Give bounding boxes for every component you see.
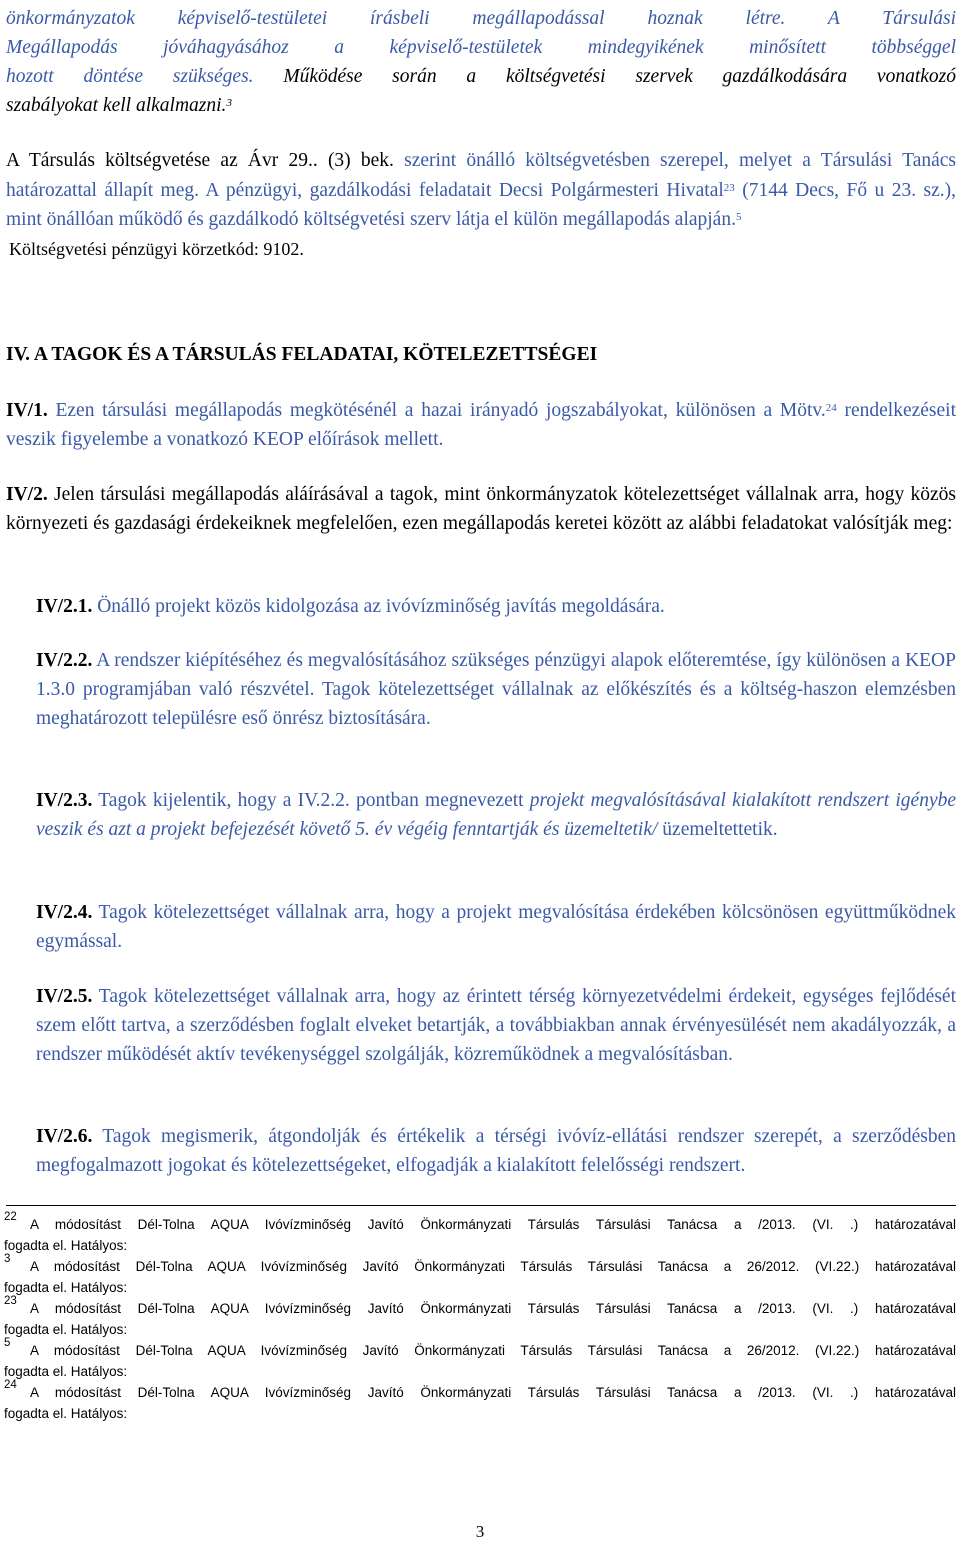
budget-part-2: szerint önálló költségvetésben szerepel, melyet a Társulási Tanács határozattal állapít meg. bbox=[6, 150, 957, 201]
item-label: IV/2.2. bbox=[36, 650, 93, 671]
item-iv2-1 bbox=[6, 592, 956, 621]
item-label: IV/2.1. bbox=[36, 596, 93, 617]
footnote-ref: 3 bbox=[226, 97, 232, 109]
intro-line-3b: Működése során a költségvetési szervek gazdálkodására vonatkozó bbox=[283, 66, 956, 87]
intro-paragraph bbox=[6, 4, 956, 120]
intro-line-3a: hozott döntése szükséges. bbox=[6, 66, 254, 87]
footnote-number: 22 bbox=[4, 1211, 17, 1223]
footnote-item bbox=[4, 1211, 956, 1256]
footnote-ref: 5 bbox=[735, 211, 742, 223]
intro-line-2: Megállapodás jóváhagyásához a képviselő-testületek mindegyikének minősített többséggel bbox=[6, 37, 956, 58]
budget-part-4: (7144 Decs, Fő u 23. sz.), bbox=[742, 179, 956, 201]
footnote-line-1: A módosítást Dél-Tolna AQUA Ivóvízminőség Javító Önkormányzati Társulás Társulási Tanácsa a 26/2012. (VI.22.) határozatával bbox=[30, 1343, 956, 1358]
iv1-text-blue: Ezen társulási megállapodás megkötésénél a hazai irányadó jogszabályokat, különösen a Mötv. bbox=[55, 400, 826, 421]
item-iv2-5 bbox=[6, 982, 956, 1069]
item-label: IV/2.4. bbox=[36, 902, 93, 923]
intro-line-4 bbox=[6, 91, 956, 120]
item-label: IV/2.3. bbox=[36, 790, 93, 811]
item-text-c: üzemeltettetik. bbox=[662, 819, 778, 840]
district-code: Költségvetési pénzügyi körzetkód: 9102. bbox=[9, 238, 304, 259]
footnote-line-1: A módosítást Dél-Tolna AQUA Ivóvízminőség Javító Önkormányzati Társulás Társulási Tanácsa a 26/2012. (VI.22.) határozatával bbox=[30, 1259, 956, 1274]
budget-part-5: mint önállóan működő és gazdálkodó költségvetési szerv látja el külön megállapodás alapján. bbox=[6, 209, 736, 230]
budget-part-1: A Társulás költségvetése az Ávr 29.. (3) bek. bbox=[6, 150, 394, 171]
item-text: Önálló projekt közös kidolgozása az ivóvízminőség javítás megoldására. bbox=[97, 596, 665, 617]
item-text: Tagok megismerik, átgondolják és értékelik a térségi ivóvíz-ellátási rendszer szerepét, a szerződésben megfogalmazott jogokat és kötelezettségeket, elfogadják a kialakított felelősségi rendszert. bbox=[36, 1126, 956, 1176]
footnote-item bbox=[4, 1253, 956, 1298]
iv1-text-rest: rendelkezéseit veszik figyelembe a vonatkozó KEOP előírások mellett. bbox=[6, 400, 957, 450]
intro-line-3 bbox=[6, 62, 956, 91]
iv2-label: IV/2. bbox=[6, 484, 48, 505]
item-iv2-4 bbox=[6, 898, 956, 956]
intro-line-4-text: szabályokat kell alkalmazni. bbox=[6, 95, 227, 116]
footnote-line-2: fogadta el. Hatályos: bbox=[4, 1238, 128, 1253]
footnote-line-2: fogadta el. Hatályos: bbox=[4, 1406, 128, 1421]
footnote-line-1: A módosítást Dél-Tolna AQUA Ivóvízminőség Javító Önkormányzati Társulás Társulási Tanácsa a /2013. (VI. .) határozatával bbox=[30, 1385, 956, 1400]
footnote-separator bbox=[6, 1205, 956, 1206]
page-number: 3 bbox=[475, 1522, 485, 1541]
footnote-item bbox=[4, 1295, 956, 1340]
item-iv2-3 bbox=[6, 786, 956, 844]
item-label: IV/2.6. bbox=[36, 1126, 93, 1147]
item-text-b: projekt megvalósításával kialakított rendszert igénybe veszik és azt a projekt befejezését követő 5. év végéig fenntartják és üzemeltetik/ bbox=[36, 790, 957, 840]
item-text: Tagok kötelezettséget vállalnak arra, hogy a projekt megvalósítása érdekében kölcsönösen együttműködnek egymással. bbox=[36, 902, 956, 952]
section-heading: IV. A TAGOK ÉS A TÁRSULÁS FELADATAI, KÖTELEZETTSÉGEI bbox=[6, 344, 598, 365]
item-label: IV/2.5. bbox=[36, 986, 93, 1007]
footnote-ref: 23 bbox=[723, 181, 735, 194]
item-text: Tagok kötelezettséget vállalnak arra, hogy az érintett térség környezetvédelmi érdekeit, egységes fejlődését szem előtt tartva, a szerződésben foglalt elveket betartják, a továbbiakban annak érvényesülését nem akadályozzák, a rendszer működését aktív tevékenységgel szolgálják, közreműködnek a megvalósításban. bbox=[36, 986, 956, 1065]
iv1-label: IV/1. bbox=[6, 400, 48, 421]
budget-paragraph bbox=[6, 146, 956, 264]
footnote-item bbox=[4, 1379, 956, 1424]
item-text: A rendszer kiépítéséhez és megvalósításához szükséges pénzügyi alapok előteremtése, így különösen a KEOP 1.3.0 programjában való részvétel. Tagok kötelezettséget vállalnak az előkészítés és a költség-haszon elemzésben meghatározott településre eső önrész biztosítására. bbox=[36, 650, 956, 729]
item-iv2-2 bbox=[6, 646, 956, 733]
iv2-text: Jelen társulási megállapodás aláírásával a tagok, mint önkormányzatok kötelezettséget vállalnak arra, hogy közös környezeti és gazdasági érdekeiknek megfelelően, ezen megállapodás keretei között az alábbi feladatokat valósítják meg: bbox=[6, 484, 957, 534]
budget-part-3: A pénzügyi, gazdálkodási feladatait Decsi Polgármesteri Hivatal bbox=[205, 179, 724, 201]
footnote-number: 23 bbox=[4, 1295, 17, 1307]
footnote-line-2: fogadta el. Hatályos: bbox=[4, 1322, 128, 1337]
footnote-number: 3 bbox=[4, 1253, 11, 1265]
footnote-line-1: A módosítást Dél-Tolna AQUA Ivóvízminőség Javító Önkormányzati Társulás Társulási Tanácsa a /2013. (VI. .) határozatával bbox=[30, 1217, 956, 1232]
footnote-ref: 24 bbox=[825, 402, 837, 414]
footnote-line-2: fogadta el. Hatályos: bbox=[4, 1364, 128, 1379]
footnote-number: 5 bbox=[4, 1337, 11, 1349]
footnote-number: 24 bbox=[4, 1379, 17, 1391]
footnote-item bbox=[4, 1337, 956, 1382]
footnotes bbox=[4, 1211, 956, 1424]
item-text-a: Tagok kijelentik, hogy a IV.2.2. pontban megnevezett bbox=[98, 790, 524, 811]
section-iv2 bbox=[6, 480, 956, 538]
section-iv1 bbox=[6, 396, 956, 454]
item-iv2-6 bbox=[6, 1122, 956, 1180]
intro-line-1: önkormányzatok képviselő-testületei írásbeli megállapodással hoznak létre. A Társulási bbox=[6, 8, 956, 29]
footnote-line-1: A módosítást Dél-Tolna AQUA Ivóvízminőség Javító Önkormányzati Társulás Társulási Tanácsa a /2013. (VI. .) határozatával bbox=[30, 1301, 956, 1316]
footnote-line-2: fogadta el. Hatályos: bbox=[4, 1280, 128, 1295]
